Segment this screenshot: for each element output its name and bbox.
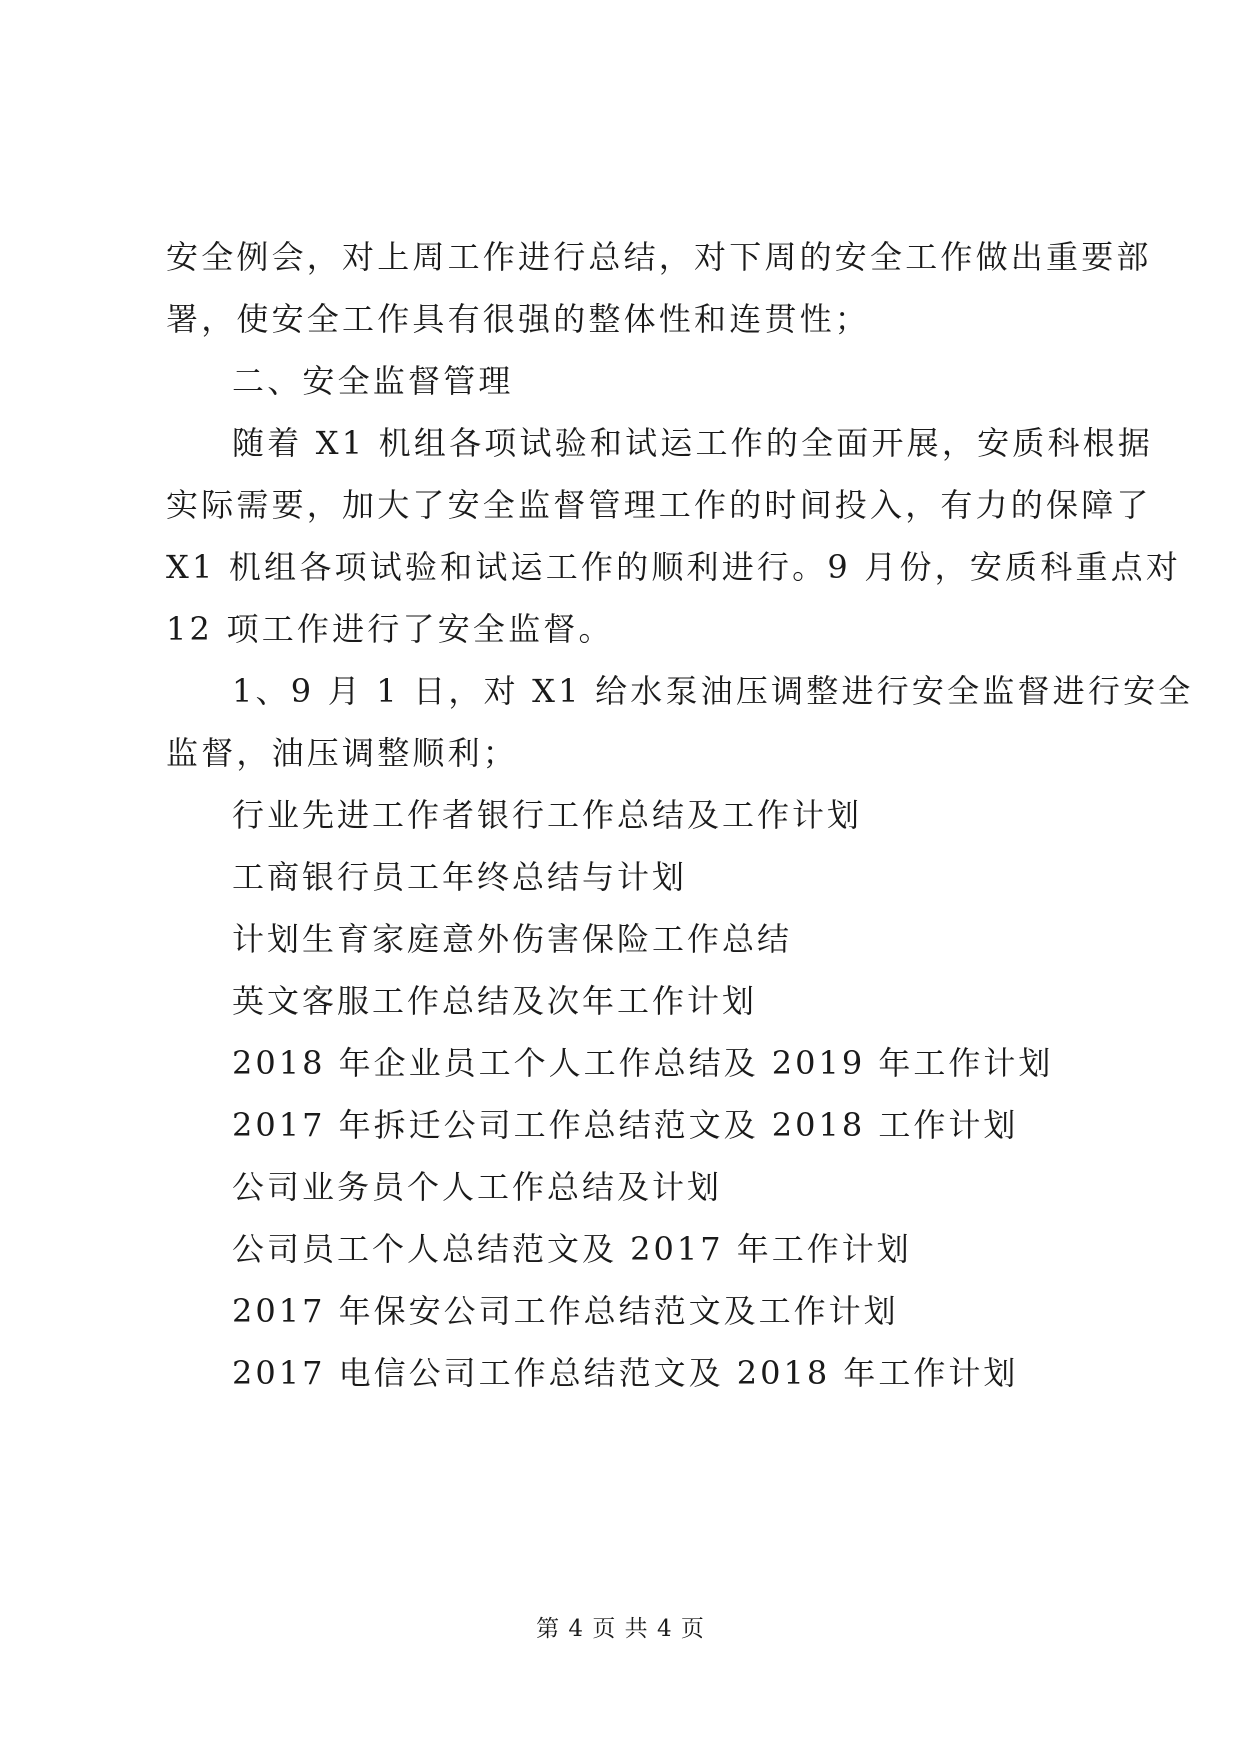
paragraph-line: X1 机组各项试验和试运工作的顺利进行。9 月份，安质科重点对 <box>166 548 1182 586</box>
list-item-line: 1、9 月 1 日，对 X1 给水泵油压调整进行安全监督进行安全 <box>232 672 1194 710</box>
related-link[interactable]: 英文客服工作总结及次年工作计划 <box>232 982 758 1020</box>
related-link[interactable]: 2017 年保安公司工作总结范文及工作计划 <box>232 1292 899 1330</box>
related-link[interactable]: 公司业务员个人工作总结及计划 <box>232 1168 723 1206</box>
related-link[interactable]: 行业先进工作者银行工作总结及工作计划 <box>232 796 863 834</box>
paragraph-line: 安全例会，对上周工作进行总结，对下周的安全工作做出重要部 <box>166 238 1152 276</box>
paragraph-line: 署，使安全工作具有很强的整体性和连贯性； <box>166 300 871 338</box>
related-link[interactable]: 工商银行员工年终总结与计划 <box>232 858 688 896</box>
paragraph-line: 实际需要，加大了安全监督管理工作的时间投入，有力的保障了 <box>166 486 1152 524</box>
related-links-list <box>166 784 1086 1404</box>
list-item-line: 监督，油压调整顺利； <box>166 734 519 772</box>
related-link[interactable]: 2018 年企业员工个人工作总结及 2019 年工作计划 <box>232 1044 1054 1082</box>
related-link[interactable]: 计划生育家庭意外伤害保险工作总结 <box>232 920 793 958</box>
related-link[interactable]: 2017 年拆迁公司工作总结范文及 2018 工作计划 <box>232 1106 1019 1144</box>
paragraph-line: 随着 X1 机组各项试验和试运工作的全面开展，安质科根据 <box>232 424 1154 462</box>
page-number-footer: 第 4 页 共 4 页 <box>536 1616 705 1642</box>
related-link[interactable]: 2017 电信公司工作总结范文及 2018 年工作计划 <box>232 1354 1019 1392</box>
document-body <box>166 226 1194 1404</box>
paragraph-line: 12 项工作进行了安全监督。 <box>166 610 614 648</box>
related-link[interactable]: 公司员工个人总结范文及 2017 年工作计划 <box>232 1230 912 1268</box>
section-heading: 二、安全监督管理 <box>232 362 514 400</box>
